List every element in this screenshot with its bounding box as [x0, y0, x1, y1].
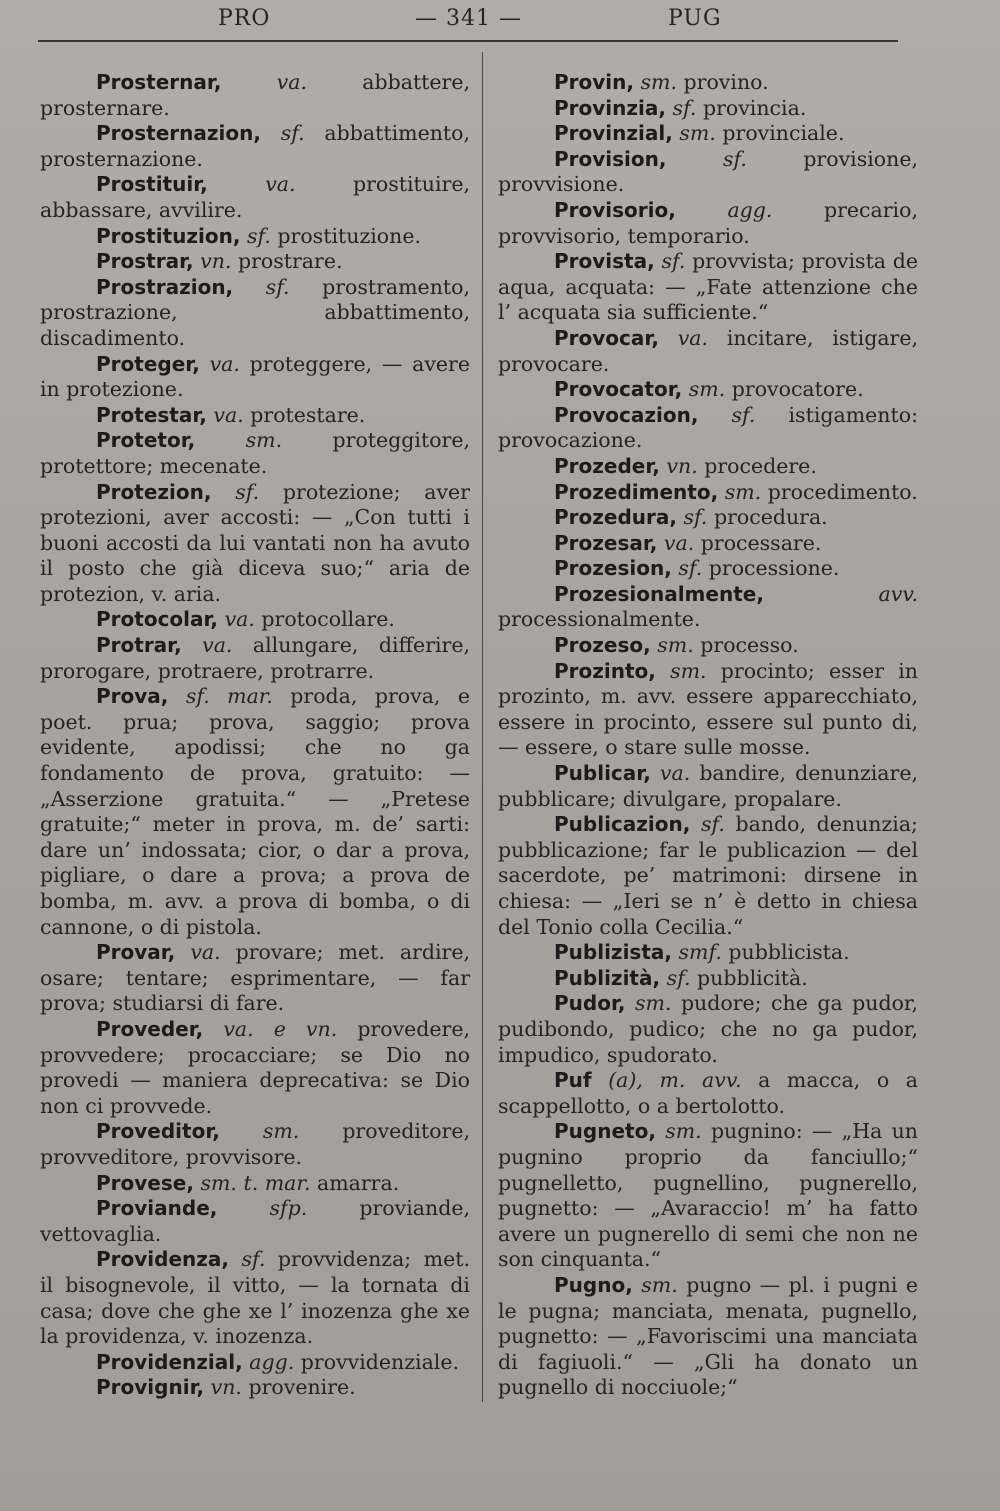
entry-definition: abbattimento, prosternazione. [40, 121, 470, 171]
entry-definition: provincia. [702, 95, 807, 120]
dictionary-entry [498, 1273, 918, 1401]
entry-definition: a macca, o a scappellotto, o a bertolotto. [498, 1068, 918, 1118]
dictionary-entry [498, 454, 918, 480]
entry-grammar: sf. [241, 1247, 266, 1272]
entry-headword: Provisorio, [554, 197, 676, 222]
dictionary-entry [498, 531, 918, 557]
entry-headword: Prozedura, [554, 505, 677, 530]
entry-definition: amarra. [317, 1170, 400, 1195]
entry-grammar: sm. [724, 479, 762, 504]
entry-headword: Provocazion, [554, 402, 699, 427]
entry-definition: processione. [708, 556, 840, 581]
header-right: PUG [668, 6, 722, 31]
entry-headword: Publizità, [554, 965, 661, 990]
entry-grammar: va. [209, 351, 240, 376]
entry-headword: Provision, [554, 146, 667, 171]
entry-grammar: va. [224, 607, 255, 632]
entry-definition: proviande, vettovaglia. [40, 1196, 470, 1246]
entry-headword: Prozesion, [554, 556, 672, 581]
entry-headword: Protestar, [96, 402, 207, 427]
right-column [498, 70, 918, 1401]
dictionary-entry [498, 659, 918, 761]
entry-grammar: sf. [265, 274, 290, 299]
entry-headword: Pugneto, [554, 1119, 656, 1144]
entry-definition: provocatore. [731, 377, 864, 402]
entry-grammar: sm. [245, 428, 283, 453]
dictionary-entry [498, 505, 918, 531]
dictionary-entry [40, 1350, 470, 1376]
entry-grammar: (a), m. avv. [608, 1068, 742, 1093]
entry-headword: Providenzial, [96, 1349, 243, 1374]
entry-headword: Prostituir, [96, 172, 208, 197]
dictionary-entry [40, 428, 470, 479]
entry-headword: Provignir, [96, 1375, 205, 1400]
dictionary-entry [40, 1119, 470, 1170]
entry-definition: bandire, denunziare, pubblicare; divulgare, propalare. [498, 761, 918, 811]
entry-headword: Protetor, [96, 428, 196, 453]
entry-definition: pubblicità. [697, 965, 808, 990]
entry-headword: Provista, [554, 249, 655, 274]
entry-definition: bando, denunzia; pubblicazione; far le publicazion — del sacerdote, pe’ matrimoni: dirsene in chiesa: — „Ieri se n’ è detto in chiesa del Tonio colla Cecilia.“ [498, 812, 918, 939]
entry-grammar: avv. [878, 581, 918, 606]
dictionary-entry [498, 147, 918, 198]
entry-grammar: va. [265, 172, 296, 197]
entry-headword: Provese, [96, 1170, 194, 1195]
entry-definition: provedere, provvedere; procacciare; se Dio no provedi — maniera deprecativa: se Dio non ci provvede. [40, 1016, 470, 1118]
entry-definition: provvidenza; met. il bisognevole, il vitto, — la tornata di casa; dove che ghe xe l’ inozenza ghe xe la providenza, v. inozenza. [40, 1247, 470, 1349]
entry-definition: provenire. [248, 1375, 356, 1400]
entry-definition: pugnino: — „Ha un pugnino proprio da fanciullo;“ pugnelletto, pugnellino, pugnerello, pugnetto: — „Avaraccio! m’ ha fatto avere un pugnerello di semi che non ne son cinquanta.“ [498, 1119, 918, 1272]
entry-headword: Proveditor, [96, 1119, 220, 1144]
dictionary-entry [40, 684, 470, 940]
entry-headword: Protrar, [96, 633, 182, 658]
dictionary-entry [498, 991, 918, 1068]
entry-grammar: sf. [235, 479, 260, 504]
entry-headword: Provocar, [554, 325, 659, 350]
dictionary-entry [498, 70, 918, 96]
entry-headword: Pugno, [554, 1272, 633, 1297]
entry-headword: Protezion, [96, 479, 212, 504]
dictionary-entry [40, 1247, 470, 1349]
entry-headword: Prosternar, [96, 70, 222, 94]
entry-definition: prostramento, prostrazione, abbattimento, discadimento. [40, 274, 470, 350]
dictionary-entry [498, 633, 918, 659]
entry-grammar: sf. [700, 812, 725, 837]
entry-definition: processo. [700, 633, 799, 658]
dictionary-entry [498, 480, 918, 506]
entry-definition: provino. [683, 70, 769, 94]
entry-grammar: sf. mar. [185, 684, 273, 709]
header-left: PRO [218, 6, 271, 31]
dictionary-entry [498, 761, 918, 812]
entry-grammar: va. [677, 325, 709, 350]
dictionary-entry [498, 377, 918, 403]
entry-grammar: vn. [666, 453, 698, 478]
entry-definition: istigamento: provocazione. [498, 402, 918, 453]
dictionary-entry [498, 403, 918, 454]
entry-grammar: sm. [262, 1119, 300, 1144]
entry-definition: proteggere, — avere in protezione. [40, 351, 470, 402]
entry-definition: procedura. [713, 505, 828, 530]
entry-definition: procinto; esser in prozinto, m. avv. essere apparecchiato, essere in procinto, essere sul punto di, — essere, o stare sulle mosse. [498, 658, 918, 760]
entry-headword: Pudor, [554, 991, 626, 1016]
dictionary-entry [40, 1171, 470, 1197]
dictionary-entry [40, 121, 470, 172]
entry-grammar: va. [202, 633, 233, 658]
entry-grammar: sf. [672, 95, 697, 120]
entry-headword: Publicazion, [554, 812, 691, 837]
entry-headword: Prozesar, [554, 530, 658, 555]
dictionary-entry [498, 249, 918, 326]
entry-grammar: sf. [731, 402, 756, 427]
entry-headword: Provin, [554, 70, 634, 94]
dictionary-entry [40, 1017, 470, 1119]
dictionary-entry [40, 1196, 470, 1247]
entry-headword: Prosternazion, [96, 121, 261, 146]
entry-grammar: sf. [246, 223, 271, 248]
entry-headword: Puf [554, 1068, 592, 1093]
entry-headword: Prozinto, [554, 658, 656, 683]
entry-headword: Proveder, [96, 1016, 204, 1041]
dictionary-entry [40, 403, 470, 429]
entry-definition: provinciale. [722, 121, 845, 146]
dictionary-entry [498, 1119, 918, 1273]
header-rule [38, 40, 898, 42]
entry-definition: proveditore, provveditore, provvisore. [40, 1119, 470, 1169]
dictionary-entry [498, 966, 918, 992]
entry-grammar: sm. [688, 377, 726, 402]
dictionary-entry [40, 607, 470, 633]
dictionary-entry [40, 172, 470, 223]
dictionary-entry [40, 275, 470, 352]
entry-headword: Provinzia, [554, 95, 666, 120]
entry-grammar: va. [663, 530, 695, 555]
entry-definition: processionalmente. [498, 607, 701, 632]
entry-definition: prostituzione. [277, 223, 421, 248]
entry-grammar: sfp. [269, 1196, 308, 1221]
entry-grammar: agg. [249, 1349, 295, 1374]
entry-headword: Protocolar, [96, 607, 219, 632]
entry-definition: pubblicista. [728, 940, 850, 965]
dictionary-entry [498, 198, 918, 249]
dictionary-entry [40, 70, 470, 121]
entry-headword: Prova, [96, 684, 169, 709]
entry-headword: Proteger, [96, 351, 200, 376]
dictionary-entry [498, 326, 918, 377]
entry-definition: protocollare. [261, 607, 395, 632]
entry-definition: processare. [700, 530, 822, 555]
entry-definition: prostrare. [237, 249, 343, 274]
entry-definition: pudore; che ga pudor, pudibondo, pudico; che no ga pudor, impudico, spudorato. [498, 991, 918, 1067]
entry-grammar: sf. [678, 556, 703, 581]
dictionary-entry [498, 121, 918, 147]
entry-grammar: vn. [210, 1375, 242, 1400]
entry-grammar: vn. [200, 249, 232, 274]
entry-grammar: sm. [641, 1272, 678, 1297]
entry-grammar: sm. [634, 991, 672, 1016]
dictionary-entry [40, 940, 470, 1017]
dictionary-entry [498, 1068, 918, 1119]
dictionary-entry [40, 1375, 470, 1401]
entry-headword: Provinzial, [554, 121, 673, 146]
entry-definition: proda, prova, e poet. prua; prova, saggio; prova evidente, apodissi; che no ga fondamento de prova, gratuito: — „Asserzione gratuita.“ — „Pretese gratuite;“ meter in prova, m. de’ sarti: dare un’ indossata; cior, o dar a prova, pigliare, o dare a prova; a prova de bomba, m. avv. a prova di bomba, o di cannone, o di pistola. [40, 684, 470, 939]
entry-headword: Provar, [96, 940, 176, 965]
dictionary-entry [498, 582, 918, 633]
entry-definition: provvidenziale. [300, 1349, 459, 1374]
dictionary-entry [498, 96, 918, 122]
entry-definition: allungare, differire, prorogare, protraere, protrarre. [40, 633, 470, 683]
entry-grammar: sm. t. mar. [200, 1170, 311, 1195]
dictionary-entry [40, 480, 470, 608]
entry-definition: pugno — pl. i pugni e le pugna; manciata, menata, pugnello, pugnetto: — „Favoriscimi una manciata di fagiuoli.“ — „Gli ha donato un pugnello di nocciuole;“ [498, 1272, 918, 1400]
entry-grammar: smf. [678, 940, 722, 965]
entry-grammar: sf. [661, 249, 686, 274]
entry-headword: Providenza, [96, 1247, 230, 1272]
entry-definition: provare; met. ardire, osare; tentare; esprimentare, — far prova; studiarsi di fare. [40, 940, 470, 1016]
entry-headword: Publizista, [554, 940, 672, 965]
dictionary-entry [40, 352, 470, 403]
entry-headword: Prozeso, [554, 633, 651, 658]
entry-grammar: va. [190, 940, 221, 965]
entry-definition: incitare, istigare, provocare. [498, 325, 918, 376]
entry-headword: Proviande, [96, 1196, 218, 1221]
dictionary-entry [40, 249, 470, 275]
entry-headword: Prozeder, [554, 453, 660, 478]
entry-grammar: sm. [665, 1119, 702, 1144]
entry-grammar: sm. [679, 121, 716, 146]
entry-definition: proteggitore, protettore; mecenate. [40, 428, 470, 478]
entry-grammar: agg. [727, 197, 773, 222]
entry-definition: procedere. [704, 453, 817, 478]
dictionary-entry [40, 224, 470, 250]
entry-grammar: sm. [657, 633, 694, 658]
entry-grammar: sf. [683, 505, 708, 530]
entry-grammar: sf. [280, 121, 305, 146]
dictionary-entry [498, 812, 918, 940]
entry-grammar: va. e vn. [223, 1016, 338, 1041]
entry-grammar: sm. [670, 658, 707, 683]
entry-grammar: va. [213, 402, 244, 427]
entry-headword: Prostrar, [96, 249, 194, 274]
page-number: — 341 — [415, 6, 522, 31]
entry-headword: Publicar, [554, 761, 651, 786]
entry-definition: provvista; provista de aqua, acquata: — „Fate attenzione che l’ acquata sia sufficiente.“ [498, 249, 918, 325]
entry-headword: Prozesionalmente, [554, 581, 764, 606]
entry-definition: precario, provvisorio, temporario. [498, 197, 918, 248]
left-column [40, 70, 470, 1401]
entry-definition: procedimento. [767, 479, 918, 504]
entry-definition: abbattere, prosternare. [40, 70, 470, 120]
entry-grammar: va. [276, 70, 307, 94]
entry-definition: prostituire, abbassare, avvilire. [40, 172, 470, 222]
entry-headword: Prostituzion, [96, 223, 241, 248]
entry-grammar: sf. [722, 146, 747, 171]
entry-headword: Provocator, [554, 377, 683, 402]
entry-definition: protestare. [250, 402, 366, 427]
entry-definition: provisione, provvisione. [498, 146, 918, 197]
dictionary-entry [40, 633, 470, 684]
column-divider [482, 52, 483, 1402]
dictionary-entry [498, 556, 918, 582]
entry-grammar: sf. [666, 965, 691, 990]
entry-definition: protezione; aver protezioni, aver accosti: — „Con tutti i buoni accosti da lui vantati non ha avuto il posto che già diceva suo;“ aria de protezion, v. aria. [40, 479, 470, 606]
dictionary-entry [498, 940, 918, 966]
entry-grammar: sm. [640, 70, 678, 94]
entry-headword: Prostrazion, [96, 274, 234, 299]
entry-grammar: va. [659, 761, 691, 786]
entry-headword: Prozedimento, [554, 479, 719, 504]
